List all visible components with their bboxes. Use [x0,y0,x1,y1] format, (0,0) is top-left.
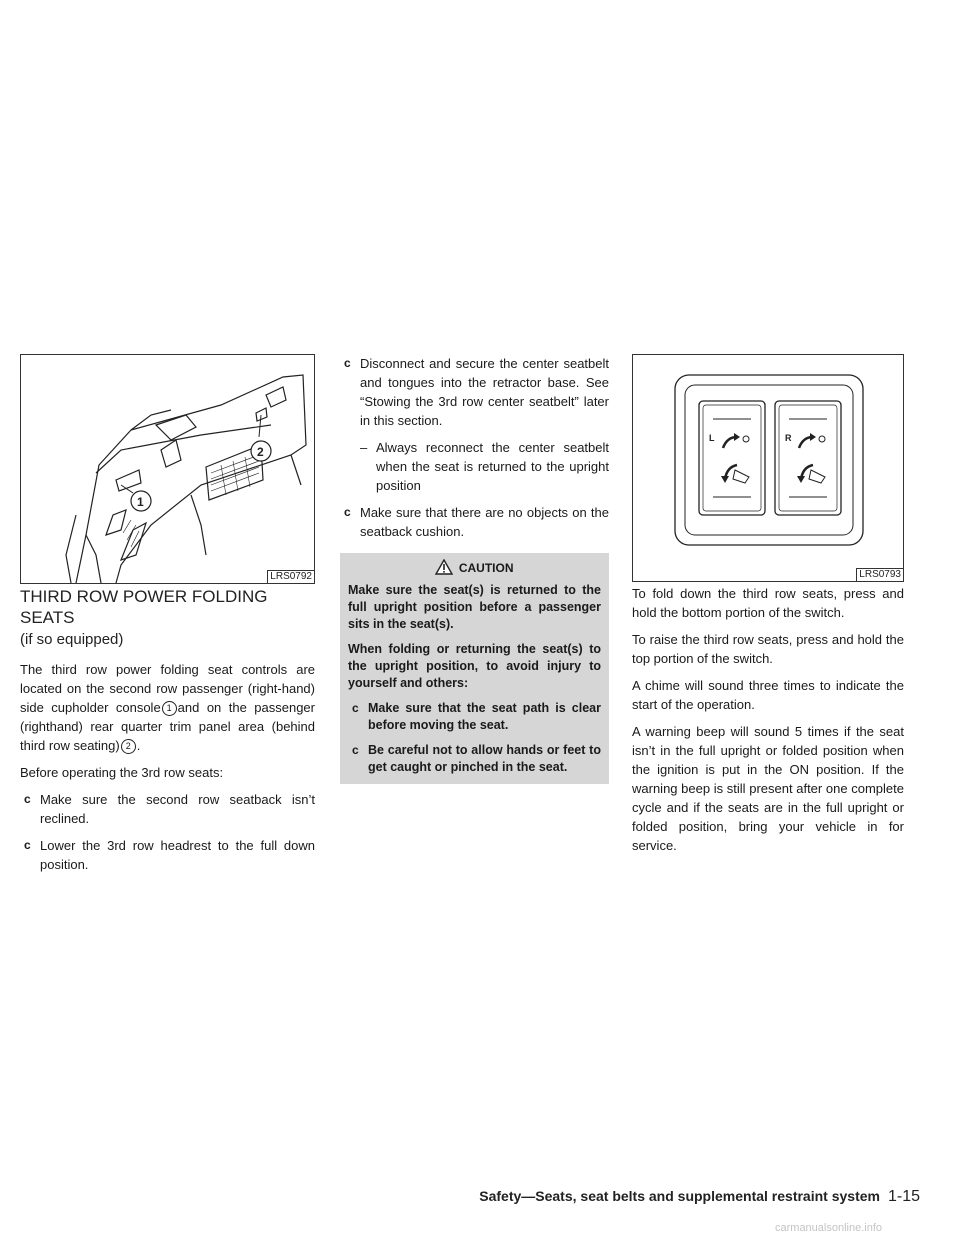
figure-label: LRS0792 [267,570,314,583]
watermark: carmanualsonline.info [775,1222,883,1234]
list-item [340,354,609,430]
before-operating-text: Before operating the 3rd row seats: [20,765,224,780]
bullet-mark-icon: c [24,838,31,852]
svg-text:2: 2 [257,445,264,459]
figure-seat-switches [632,354,904,582]
list-item [348,700,601,734]
bullet-mark-icon: c [352,743,359,757]
column-1 [20,354,315,882]
intro-text-a: The third row power folding seat controls are located on the second row passenger (right-hand) side cupholder console [20,662,315,715]
column-3 [632,354,904,863]
bullet-mark-icon: c [344,505,351,519]
list-item [348,742,601,776]
intro-paragraph [20,660,315,755]
raise-text: To raise the third row seats, press and hold the top portion of the switch. [632,632,904,666]
page-footer [420,1188,920,1206]
page-number: 1-15 [887,1188,920,1205]
warning-beep-text: A warning beep will sound 5 times if the seat isn’t in the full upright or folded position when the ignition is put in the ON position. If the warning beep is still present after one complete cycle and if the seats are in the full upright or folded position, bring your vehicle in for service. [632,724,904,853]
list-item [20,836,315,874]
caution-header [348,559,601,576]
list-item-text: Make sure that the seat path is clear before moving the seat. [368,701,601,732]
bullet-mark-icon: c [352,701,359,715]
dash-mark: – [360,440,368,455]
caution-box [340,553,609,784]
warning-triangle-icon [435,559,453,575]
switch-right-letter: R [785,433,792,443]
switch-panel-illustration [633,355,904,581]
intro-text-b: and on the passenger (righthand) rear quarter trim panel area (behind third row seating) [20,700,315,753]
section-heading [20,586,315,650]
caution-list [348,700,601,776]
prep-list [340,354,609,430]
caution-paragraph-1: Make sure the seat(s) is returned to the full upright position before a passenger sits in the seat(s). [348,583,601,631]
list-item-text: Be careful not to allow hands or feet to get caught or pinched in the seat. [368,743,601,774]
list-item-text: Disconnect and secure the center seatbelt and tongues into the retractor base. See “Stowing the 3rd row center seatbelt” later in this section. [360,356,609,428]
caution-paragraph-2: When folding or returning the seat(s) to the upright position, to avoid injury to yourself and others: [348,642,601,690]
sub-list-item-text: Always reconnect the center seatbelt when the seat is returned to the upright position [376,440,609,493]
trim-panel-illustration [21,355,315,583]
before-operating-list [20,790,315,874]
footer-section-title: Safety—Seats, seat belts and supplemental restraint system [479,1188,880,1204]
intro-text-end: . [136,738,141,753]
bullet-mark-icon: c [24,792,31,806]
list-item [20,790,315,828]
callout-1-icon: 1 [162,701,177,716]
column-2 [340,354,609,784]
prep-list-2 [340,503,609,541]
figure-label: LRS0793 [856,568,903,581]
sub-list-item [340,438,609,495]
list-item [340,503,609,541]
callout-2-icon: 2 [121,739,136,754]
list-item-text: Make sure the second row seatback isn’t reclined. [40,792,315,826]
list-item-text: Make sure that there are no objects on the seatback cushion. [360,505,609,539]
switch-left-letter: L [709,433,715,443]
bullet-mark-icon: c [344,356,351,370]
chime-text: A chime will sound three times to indicate the start of the operation. [632,678,904,712]
heading-equipped-note: (if so equipped) [20,631,124,648]
heading-text: THIRD ROW POWER FOLDING SEATS [20,587,268,627]
caution-title: CAUTION [458,561,514,575]
svg-text:1: 1 [137,495,144,509]
fold-down-text: To fold down the third row seats, press and hold the bottom portion of the switch. [632,586,904,620]
list-item-text: Lower the 3rd row headrest to the full down position. [40,838,315,872]
figure-seat-controls-location [20,354,315,584]
